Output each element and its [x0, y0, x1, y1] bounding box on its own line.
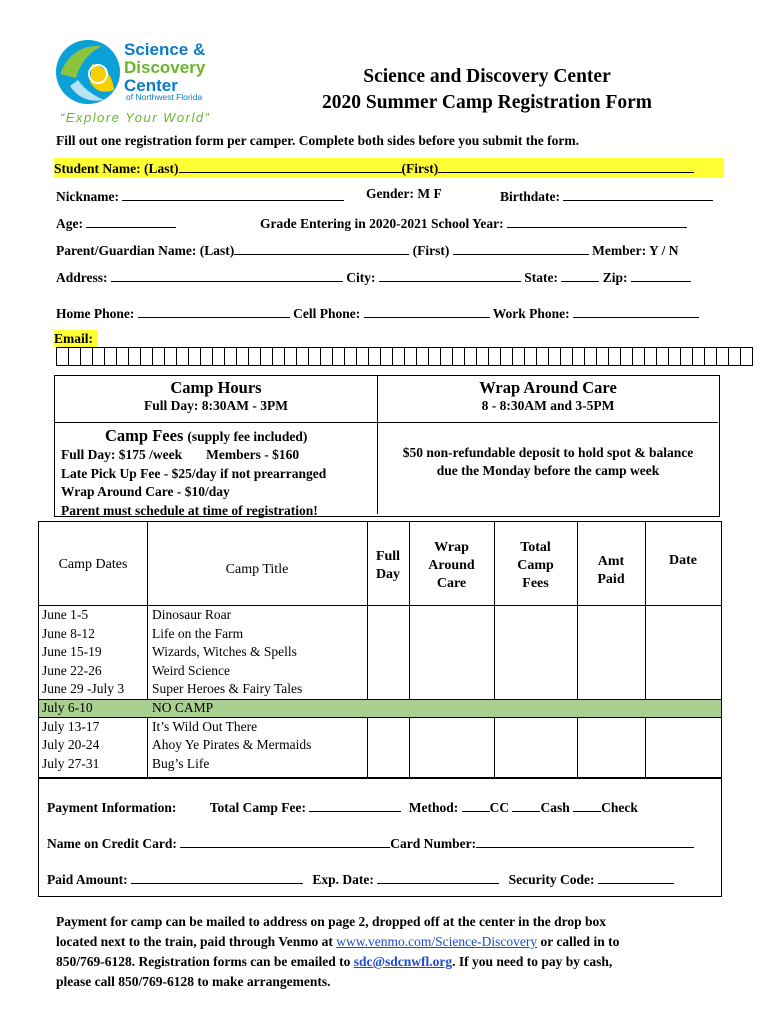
payment-info-label: Payment Information: [47, 800, 177, 815]
state-label: State: [524, 270, 559, 285]
email-char-cell[interactable] [309, 348, 321, 366]
parent-first-label: (First) [412, 243, 450, 258]
student-name-row [54, 158, 724, 178]
address-field[interactable] [111, 267, 343, 282]
check-label: Check [601, 800, 638, 815]
email-char-cell[interactable] [405, 348, 417, 366]
payment-row2 [47, 833, 694, 852]
schedule-row [39, 680, 721, 699]
email-char-cell[interactable] [129, 348, 141, 366]
header-wrap: Wrap Around Care [428, 540, 475, 591]
email-char-cell[interactable] [573, 348, 585, 366]
camp-date: June 22-26 [42, 662, 102, 678]
grade-row [260, 213, 687, 232]
footer-line2a: located next to the train, paid through Venmo at [56, 934, 337, 949]
student-last-field[interactable] [179, 158, 402, 173]
logo [52, 30, 242, 130]
city-field[interactable] [379, 267, 521, 282]
camp-title: Ahoy Ye Pirates & Mermaids [152, 737, 312, 753]
email-char-cell[interactable] [453, 348, 465, 366]
footer-line3b: . If you need to pay by cash, [452, 954, 613, 969]
email-char-cell[interactable] [681, 348, 693, 366]
email-char-cell[interactable] [177, 348, 189, 366]
email-char-cell[interactable] [513, 348, 525, 366]
schedule-row [39, 662, 721, 681]
email-char-cell[interactable] [465, 348, 477, 366]
deposit-note [378, 444, 718, 480]
venmo-link[interactable]: www.venmo.com/Science-Discovery [336, 934, 538, 949]
email-char-cell[interactable] [441, 348, 453, 366]
student-first-label: (First) [401, 161, 439, 176]
footer-note [56, 912, 619, 992]
camp-title: Dinosaur Roar [152, 607, 232, 622]
email-char-cell[interactable] [693, 348, 705, 366]
cc-label: CC [489, 800, 510, 815]
email-char-cell[interactable] [345, 348, 357, 366]
email-char-cell[interactable] [393, 348, 405, 366]
email-char-cell[interactable] [609, 348, 621, 366]
email-char-cell[interactable] [417, 348, 429, 366]
camp-date: July 20-24 [42, 737, 100, 753]
total-fee-field[interactable] [309, 797, 401, 812]
camp-title: Bug’s Life [152, 755, 210, 771]
email-char-cell[interactable] [657, 348, 669, 366]
email-char-cell[interactable] [261, 348, 273, 366]
fees-heading [105, 426, 307, 446]
zip-field[interactable] [631, 267, 691, 282]
email-char-cell[interactable] [669, 348, 681, 366]
email-char-cell[interactable] [69, 348, 81, 366]
page-title [280, 64, 694, 116]
email-char-cell[interactable] [213, 348, 225, 366]
email-char-cell[interactable] [369, 348, 381, 366]
birthdate-row [500, 186, 713, 205]
age-field[interactable] [86, 213, 176, 228]
footer-line4: please call 850/769-6128 to make arrangements. [56, 974, 331, 989]
age-label: Age: [56, 216, 83, 231]
email-char-cell[interactable] [285, 348, 297, 366]
nickname-field[interactable] [122, 186, 344, 201]
camp-title: NO CAMP [152, 700, 214, 715]
email-char-cell[interactable] [537, 348, 549, 366]
deposit-line1: $50 non-refundable deposit to hold spot & balance [402, 445, 694, 460]
email-char-cell[interactable] [189, 348, 201, 366]
gender-label[interactable]: Gender: M F [366, 186, 442, 201]
student-first-field[interactable] [438, 158, 694, 173]
header-total: Total Camp Fees [517, 540, 554, 591]
title-line1: Science and Discovery Center [363, 66, 611, 87]
zip-label: Zip: [602, 270, 628, 285]
email-char-cell[interactable] [333, 348, 345, 366]
camp-title: It’s Wild Out There [152, 718, 258, 734]
header-full-day: Full Day [375, 549, 401, 582]
fees-title: Camp Fees [105, 426, 184, 445]
schedule-row [39, 699, 721, 718]
fees-line3: Wrap Around Care - $10/day [61, 484, 230, 499]
email-char-cell[interactable] [57, 348, 69, 366]
camp-date: June 1-5 [42, 607, 89, 622]
nickname-label: Nickname: [56, 189, 119, 204]
email-char-cell[interactable] [141, 348, 153, 366]
schedule-table [38, 521, 722, 779]
email-link[interactable]: sdc@sdcnwfl.org [353, 954, 453, 969]
header-date: Date [669, 553, 697, 568]
camp-date: July 6-10 [42, 700, 93, 715]
email-label: Email: [54, 330, 98, 348]
email-char-cell[interactable] [525, 348, 537, 366]
payment-box [38, 777, 722, 897]
city-label: City: [346, 270, 376, 285]
email-char-cell[interactable] [705, 348, 717, 366]
home-phone-field[interactable] [138, 303, 290, 318]
security-code-field[interactable] [598, 869, 674, 884]
deposit-line2: due the Monday before the camp week [436, 463, 660, 478]
camp-date: July 27-31 [42, 755, 100, 771]
camp-title: Life on the Farm [152, 625, 244, 641]
phone-row [56, 303, 699, 322]
email-char-cell[interactable] [621, 348, 633, 366]
logo-line4: of Northwest Florida [126, 92, 203, 102]
email-char-cell[interactable] [273, 348, 285, 366]
camp-date: June 8-12 [42, 625, 95, 641]
header-amt: Amt Paid [597, 554, 625, 587]
camp-date: June 15-19 [42, 644, 102, 660]
card-number-label: Card Number: [390, 836, 477, 851]
email-char-cell[interactable] [117, 348, 129, 366]
email-char-cell[interactable] [81, 348, 93, 366]
email-grid[interactable] [56, 347, 753, 366]
schedule-row [39, 718, 721, 737]
logo-tagline: “Explore Your World” [60, 110, 211, 125]
cell-phone-field[interactable] [364, 303, 490, 318]
email-char-cell[interactable] [201, 348, 213, 366]
schedule-row [39, 606, 721, 625]
exp-date-field[interactable] [377, 869, 499, 884]
logo-line2: Discovery [124, 58, 206, 77]
email-char-cell[interactable] [93, 348, 105, 366]
schedule-row [39, 643, 721, 662]
student-last-label: Student Name: (Last) [54, 161, 179, 176]
work-phone-label: Work Phone: [492, 306, 570, 321]
payment-row1 [47, 797, 638, 816]
footer-line1: Payment for camp can be mailed to address on page 2, dropped off at the center in the drop box [56, 914, 606, 929]
fees-line1b: Members - $160 [206, 447, 300, 462]
email-char-cell[interactable] [549, 348, 561, 366]
paid-amount-label: Paid Amount: [47, 872, 128, 887]
email-char-cell[interactable] [381, 348, 393, 366]
card-number-field[interactable] [476, 833, 694, 848]
age-row [56, 213, 176, 232]
fees-sub: (supply fee included) [187, 429, 308, 444]
logo-globe-icon [52, 34, 124, 110]
email-char-cell[interactable] [645, 348, 657, 366]
address-label: Address: [56, 270, 108, 285]
info-boxes [54, 375, 720, 517]
parent-row [56, 240, 678, 259]
email-char-cell[interactable] [729, 348, 741, 366]
paid-amount-field[interactable] [131, 869, 303, 884]
member-label[interactable]: Member: Y / N [592, 243, 679, 258]
work-phone-field[interactable] [573, 303, 699, 318]
camp-date: June 29 -July 3 [42, 681, 125, 697]
name-card-field[interactable] [180, 833, 390, 848]
fees-line1a: Full Day: $175 /week [61, 447, 183, 462]
title-line2: 2020 Summer Camp Registration Form [321, 92, 652, 113]
schedule-row [39, 736, 721, 755]
total-fee-label: Total Camp Fee: [209, 800, 306, 815]
header-title: Camp Title [225, 562, 289, 577]
email-char-cell[interactable] [357, 348, 369, 366]
exp-date-label: Exp. Date: [312, 872, 374, 887]
wrap-title: Wrap Around Care [479, 378, 617, 397]
email-char-cell[interactable] [237, 348, 249, 366]
cash-label: Cash [540, 800, 570, 815]
email-char-cell[interactable] [717, 348, 729, 366]
email-char-cell[interactable] [297, 348, 309, 366]
camp-title: Weird Science [152, 662, 231, 678]
address-row [56, 267, 691, 286]
cell-phone-label: Cell Phone: [293, 306, 361, 321]
payment-row3 [47, 869, 674, 888]
instructions: Fill out one registration form per camper. Complete both sides before you submit the form. [56, 133, 579, 148]
security-code-label: Security Code: [508, 872, 595, 887]
email-char-cell[interactable] [321, 348, 333, 366]
email-char-cell[interactable] [429, 348, 441, 366]
fees-line2: Late Pick Up Fee - $25/day if not prearranged [61, 465, 327, 481]
email-char-cell[interactable] [585, 348, 597, 366]
fees-list [61, 446, 326, 520]
cash-check-field[interactable] [512, 797, 540, 812]
check-check-field[interactable] [573, 797, 601, 812]
nickname-row [56, 186, 344, 205]
schedule-row [39, 625, 721, 644]
parent-last-label: Parent/Guardian Name: (Last) [56, 243, 235, 258]
name-card-label: Name on Credit Card: [47, 836, 177, 851]
camp-title: Wizards, Witches & Spells [152, 644, 297, 660]
logo-line3: Center [124, 76, 178, 95]
email-char-cell[interactable] [561, 348, 573, 366]
camp-title: Super Heroes & Fairy Tales [152, 681, 303, 697]
email-char-cell[interactable] [633, 348, 645, 366]
method-label: Method: [408, 800, 459, 815]
schedule-row [39, 755, 721, 774]
email-char-cell[interactable] [741, 348, 753, 366]
email-char-cell[interactable] [153, 348, 165, 366]
birthdate-label: Birthdate: [500, 189, 560, 204]
logo-line1: Science & [124, 40, 206, 59]
footer-line3a: 850/769-6128. Registration forms can be emailed to [56, 954, 354, 969]
parent-last-field[interactable] [234, 240, 409, 255]
hours-title: Camp Hours [170, 378, 262, 397]
email-char-cell[interactable] [477, 348, 489, 366]
email-char-cell[interactable] [225, 348, 237, 366]
hours-value: Full Day: 8:30AM - 3PM [144, 398, 288, 413]
header-dates: Camp Dates [58, 557, 128, 572]
email-char-cell[interactable] [165, 348, 177, 366]
email-char-cell[interactable] [249, 348, 261, 366]
home-phone-label: Home Phone: [56, 306, 135, 321]
email-char-cell[interactable] [597, 348, 609, 366]
email-char-cell[interactable] [105, 348, 117, 366]
cc-check-field[interactable] [462, 797, 490, 812]
email-char-cell[interactable] [501, 348, 513, 366]
wrap-value: 8 - 8:30AM and 3-5PM [481, 398, 615, 413]
fees-line4: Parent must schedule at time of registration! [61, 502, 318, 518]
parent-first-field[interactable] [453, 240, 589, 255]
footer-line2b: or called in to [537, 934, 620, 949]
state-field[interactable] [561, 267, 599, 282]
grade-field[interactable] [507, 213, 687, 228]
email-char-cell[interactable] [489, 348, 501, 366]
birthdate-field[interactable] [563, 186, 713, 201]
camp-date: July 13-17 [42, 718, 100, 734]
grade-label: Grade Entering in 2020-2021 School Year: [260, 216, 504, 231]
